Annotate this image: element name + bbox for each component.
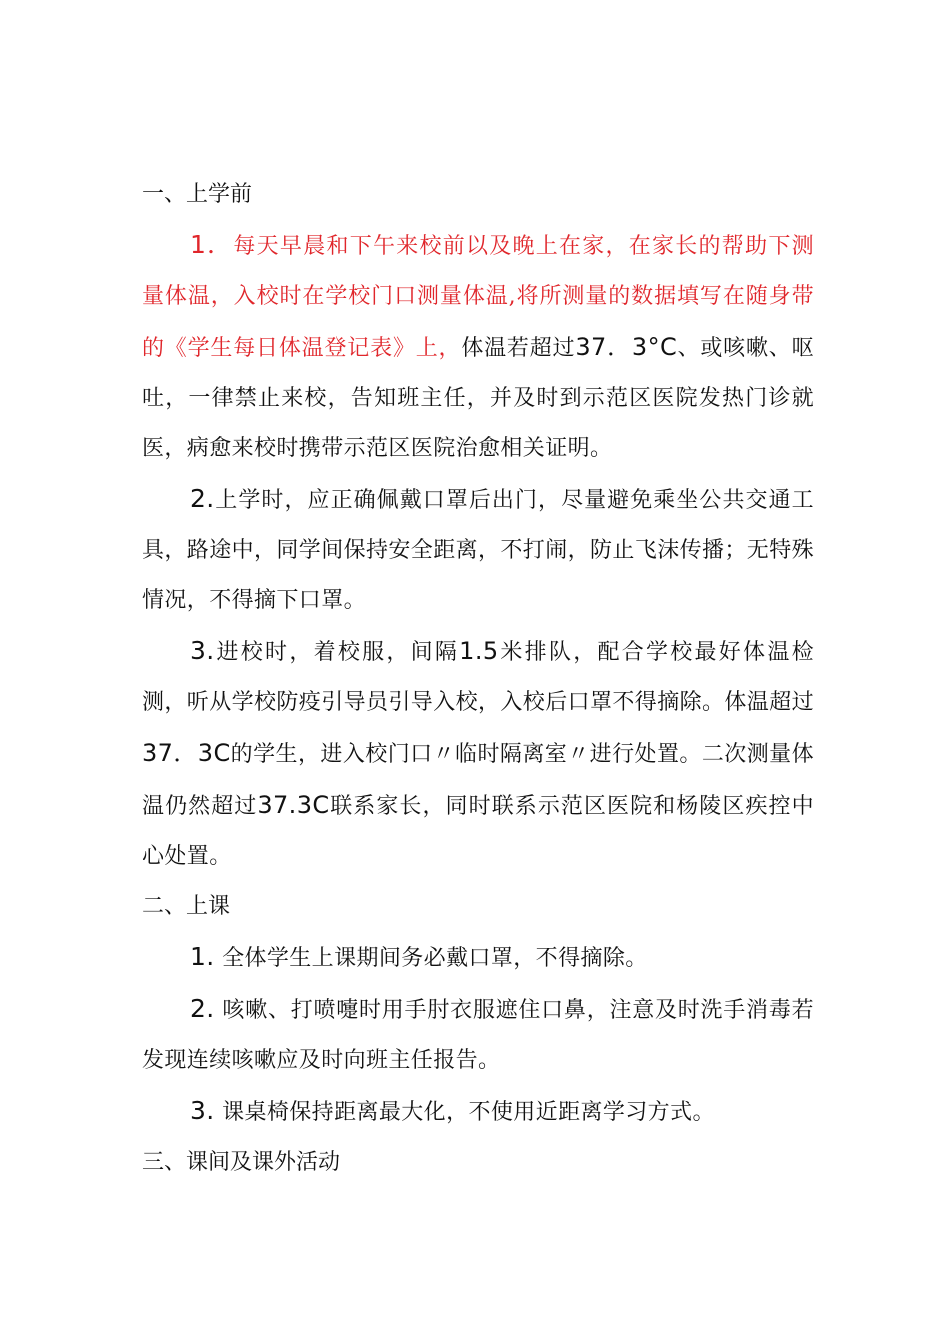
- temperature-value: 37．3C: [142, 739, 231, 767]
- section-heading-class: 二、上课: [142, 894, 231, 919]
- temperature-value: 37．3°C: [575, 333, 678, 361]
- paragraph-desk-distance: [142, 1086, 814, 1138]
- paragraph-text: 咳嗽、打喷嚏时用手肘衣服遮住口鼻，注意及时洗手消毒若发现连续咳嗽应及时向班主任报告。: [142, 998, 814, 1073]
- item-number: 2.: [190, 484, 215, 513]
- paragraph-text: 上学时，应正确佩戴口罩后出门，尽量避免乘坐公共交通工具，路途中，同学间保持安全距离，不打闹，防止飞沫传播；无特殊情况，不得摘下口罩。: [142, 488, 815, 613]
- item-number: 1.: [190, 942, 215, 971]
- paragraph-text: 米排队，配合学校最好体温检测，听从学校防疫引导员引导入校，入校后口罩不得摘除。体温超过: [142, 640, 815, 715]
- paragraph-temperature-check: [142, 220, 814, 474]
- paragraph-text: 的学生，进入校门口〃临时隔离室〃进行处置。二次测量体温仍然超过: [142, 742, 814, 819]
- paragraph-text: 联系家长，同时联系示范区医院和杨陵区疾控中心处置。: [142, 794, 814, 869]
- distance-value: 1.5: [459, 637, 499, 665]
- paragraph-text: 进校时，着校服，间隔: [214, 640, 460, 665]
- paragraph-text: 、或咳嗽、呕吐，一律禁止来校，告知班主任，并及时到示范区医院发热门诊就医，病愈来校时携带示范区医院治愈相关证明。: [142, 336, 814, 461]
- item-number: 3.: [190, 1096, 215, 1125]
- paragraph-commute: [142, 474, 814, 626]
- paragraph-text: 全体学生上课期间务必戴口罩，不得摘除。: [222, 946, 648, 971]
- item-number: 2.: [190, 994, 215, 1023]
- paragraph-mask-in-class: [142, 932, 814, 984]
- section-heading-before-school: 一、上学前: [142, 182, 253, 207]
- highlighted-text: 每天早晨和下午来校前以及晚上在家，在家长的帮助下测量体温，入校时在学校门口测量体温,将所测量的数据填写在随身带的《学生每日体温登记表》上，: [142, 234, 814, 361]
- paragraph-text: 体温若超过: [461, 336, 576, 361]
- temperature-value: 37.3C: [257, 791, 330, 819]
- paragraph-text: 课桌椅保持距离最大化，不使用近距离学习方式。: [222, 1100, 715, 1125]
- paragraph-entering-school: [142, 626, 814, 882]
- item-number: 1．: [190, 230, 234, 259]
- paragraph-cough-etiquette: [142, 984, 814, 1086]
- item-number: 3.: [190, 636, 215, 665]
- section-heading-breaks-activities: 三、课间及课外活动: [142, 1150, 341, 1175]
- document-content: [142, 170, 814, 1188]
